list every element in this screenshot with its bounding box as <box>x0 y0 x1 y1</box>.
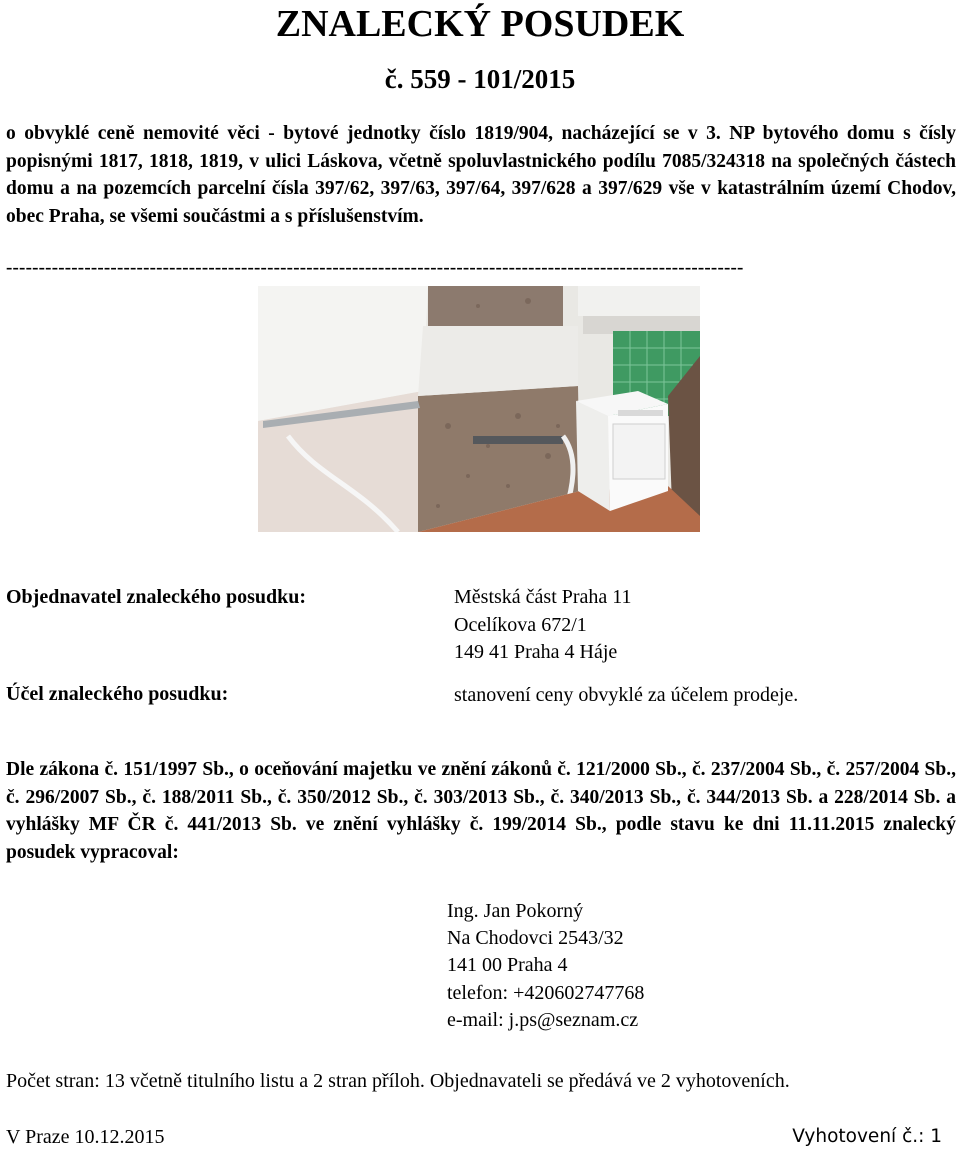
separator-line: ----------------------------------------------------------------------------------------------------------------- <box>6 258 744 278</box>
client-name: Městská část Praha 11 <box>454 586 632 608</box>
document-title: ZNALECKÝ POSUDEK <box>275 3 685 45</box>
author-city: 141 00 Praha 4 <box>447 954 568 977</box>
copy-number: Vyhotovení č.: 1 <box>792 1126 942 1147</box>
purpose-value: stanovení ceny obvyklé za účelem prodeje. <box>454 684 799 706</box>
client-street: Ocelíkova 672/1 <box>454 614 587 636</box>
legal-basis: Dle zákona č. 151/1997 Sb., o oceňování majetku ve znění zákonů č. 121/2000 Sb., č. 237/2004 Sb., č. 257/2004 Sb., č. 296/2007 Sb., č. 188/2011 Sb., č. 350/2012 Sb., č. 303/2013 Sb., č. 340/2013 Sb., č. 344/2013 Sb. a 228/2014 Sb. a vyhlášky MF ČR č. 441/2013 Sb. ve znění vyhlášky č. 199/2014 Sb., podle stavu ke dni 11.11.2015 znalecký posudek vypracoval: <box>6 759 956 863</box>
property-photo <box>258 286 700 532</box>
client-label: Objednavatel znaleckého posudku: <box>6 586 307 608</box>
pages-note: Počet stran: 13 včetně titulního listu a 2 stran příloh. Objednavateli se předává ve 2 vyhotoveních. <box>6 1070 790 1092</box>
author-email: e-mail: j.ps@seznam.cz <box>447 1008 639 1031</box>
author-block <box>447 898 644 1034</box>
document-number: č. 559 - 101/2015 <box>384 64 576 94</box>
author-name: Ing. Jan Pokorný <box>447 900 584 922</box>
author-phone: telefon: +420602747768 <box>447 981 645 1004</box>
subject-description: o obvyklé ceně nemovité věci - bytové jednotky číslo 1819/904, nacházející se v 3. NP bytového domu s čísly popisnými 1817, 1818, 1819, v ulici Láskova, včetně spoluvlastnického podílu 7085/324318 na společných částech domu a na pozemcích parcelní čísla 397/62, 397/63, 397/64, 397/628 a 397/629 vše v katastrálním území Chodov, obec Praha, se všemi součástmi a s příslušenstvím. <box>6 123 956 227</box>
place-date: V Praze 10.12.2015 <box>6 1126 165 1148</box>
author-street: Na Chodovci 2543/32 <box>447 927 624 950</box>
client-city: 149 41 Praha 4 Háje <box>454 641 618 663</box>
purpose-label: Účel znaleckého posudku: <box>6 683 229 705</box>
